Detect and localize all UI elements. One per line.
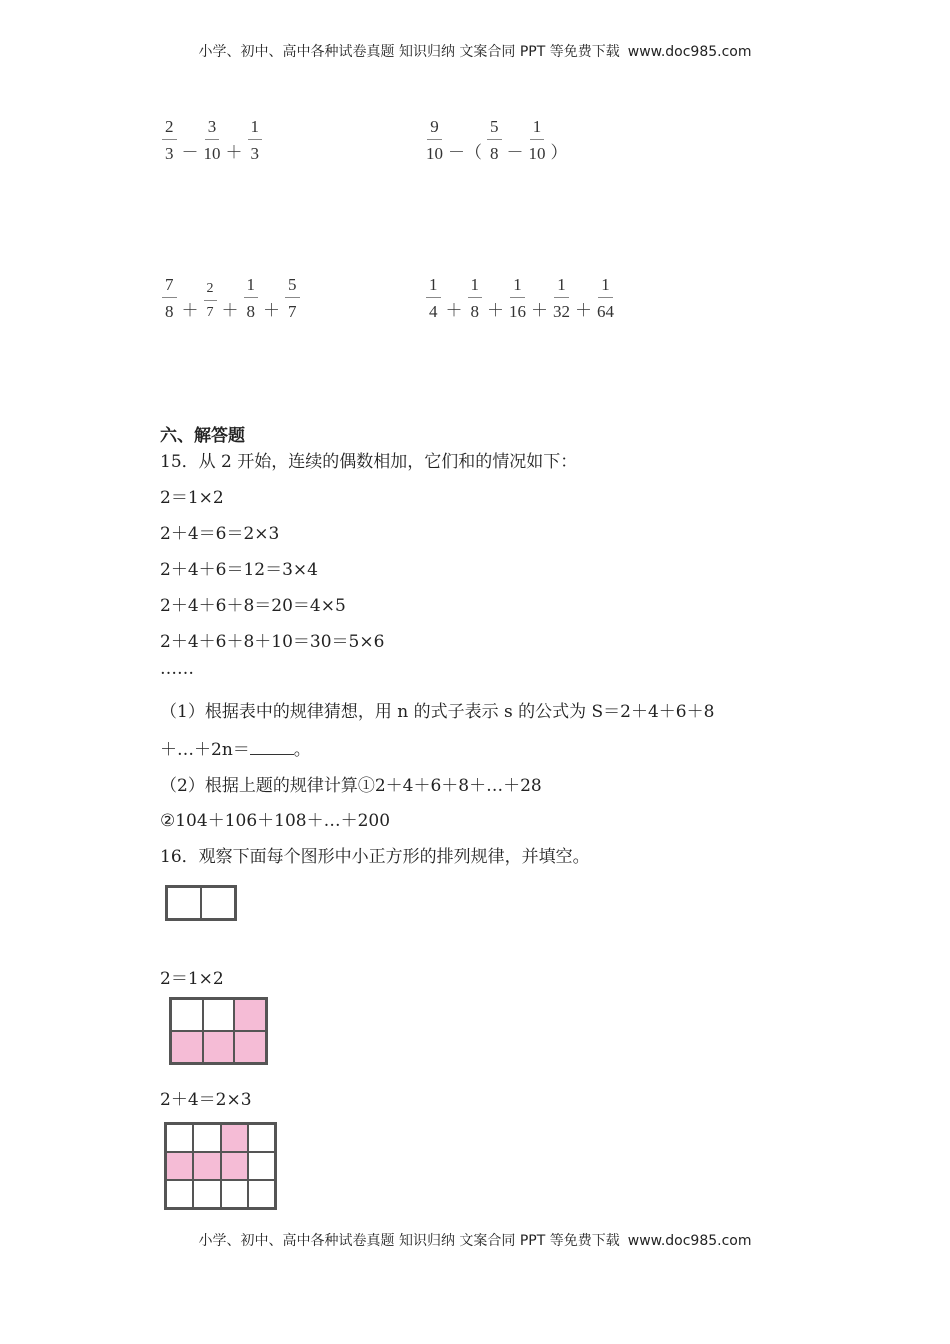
grid-cell-shaded	[234, 999, 266, 1031]
page-footer	[0, 1230, 950, 1250]
figure-3-grid	[164, 1122, 277, 1210]
q15-line: 2＋4＋6＝12＝3×4	[160, 560, 318, 580]
grid-cell	[221, 1180, 248, 1208]
fraction: $\frac{1}{32}$	[553, 275, 570, 321]
grid-cell	[166, 1180, 193, 1208]
expression-4	[424, 276, 616, 320]
figure-1-grid	[165, 885, 237, 921]
operator: ＋	[575, 301, 592, 320]
period: 。	[293, 740, 311, 760]
fraction: $\frac{1}{4}$	[426, 276, 441, 320]
fraction: $\frac{1}{8}$	[468, 276, 483, 320]
operator: ＋	[221, 301, 239, 320]
grid-cell	[193, 1180, 220, 1208]
header-text: 小学、初中、高中各种试卷真题 知识归纳 文案合同 PPT 等免费下载	[198, 44, 620, 60]
page-header	[0, 41, 950, 61]
grid-cell-shaded	[193, 1152, 220, 1180]
fraction: $\frac{5}{7}$	[285, 276, 300, 320]
grid-cell-shaded	[171, 1031, 203, 1063]
grid-cell-shaded	[221, 1124, 248, 1152]
operator: －	[506, 143, 524, 162]
operator: ）	[550, 143, 568, 162]
operator: ＋	[263, 301, 280, 320]
fraction: $\frac{7}{8}$	[162, 276, 177, 320]
q15-line: 2＋4＝6＝2×3	[160, 524, 280, 544]
fraction: $\frac{2}{3}$	[162, 118, 177, 162]
expression-3	[160, 276, 302, 320]
footer-text: 小学、初中、高中各种试卷真题 知识归纳 文案合同 PPT 等免费下载	[198, 1233, 620, 1249]
expression-1	[160, 118, 264, 162]
grid-cell	[167, 887, 201, 919]
grid-cell-shaded	[234, 1031, 266, 1063]
figure-2-grid	[169, 997, 268, 1065]
header-url: www.doc985.com	[627, 44, 752, 60]
fraction: $\frac{5}{8}$	[487, 118, 502, 162]
section-title: 六、解答题	[160, 426, 245, 446]
figure-2-caption: 2＋4＝2×3	[160, 1090, 252, 1110]
q15-part2: （2）根据上题的规律计算①2＋4＋6＋8＋…＋28	[160, 776, 542, 796]
grid-cell	[248, 1124, 275, 1152]
q15-line: 2＋4＋6＋8＝20＝4×5	[160, 596, 346, 616]
operator: －（	[448, 143, 482, 162]
expression-2	[424, 118, 571, 162]
q15-line: 2＝1×2	[160, 488, 224, 508]
figure-1-caption: 2＝1×2	[160, 969, 224, 989]
fraction: $\frac{2}{7}$	[204, 282, 217, 320]
q15-ellipsis: ……	[160, 659, 194, 679]
q15-part1-cont	[160, 735, 311, 760]
grid-cell	[171, 999, 203, 1031]
fraction: $\frac{1}{10}$	[528, 117, 546, 163]
operator: ＋	[225, 143, 243, 162]
q15-part2-cont: ②104＋106＋108＋…＋200	[160, 811, 391, 831]
formula-text: ＋…＋2n＝	[160, 740, 250, 760]
fraction: $\frac{1}{16}$	[509, 275, 526, 321]
operator: －	[181, 143, 199, 162]
grid-cell	[248, 1152, 275, 1180]
q15-part1: （1）根据表中的规律猜想，用 n 的式子表示 s 的公式为 S＝2＋4＋6＋8	[160, 702, 715, 722]
q16-intro: 16．观察下面每个图形中小正方形的排列规律，并填空。	[160, 847, 590, 867]
grid-cell	[248, 1180, 275, 1208]
footer-url: www.doc985.com	[627, 1233, 752, 1249]
fraction: $\frac{9}{10}$	[426, 117, 443, 163]
fraction: $\frac{3}{10}$	[203, 117, 221, 163]
operator: ＋	[487, 301, 504, 320]
operator: ＋	[181, 301, 199, 320]
operator: ＋	[531, 301, 548, 320]
fraction: $\frac{1}{64}$	[597, 275, 614, 321]
grid-cell	[201, 887, 235, 919]
operator: ＋	[445, 301, 463, 320]
fraction: $\frac{1}{8}$	[244, 276, 259, 320]
grid-cell-shaded	[166, 1152, 193, 1180]
grid-cell-shaded	[203, 1031, 235, 1063]
grid-cell	[193, 1124, 220, 1152]
grid-cell	[166, 1124, 193, 1152]
grid-cell-shaded	[221, 1152, 248, 1180]
q15-intro: 15．从 2 开始，连续的偶数相加，它们和的情况如下：	[160, 452, 578, 472]
grid-cell	[203, 999, 235, 1031]
fraction: $\frac{1}{3}$	[248, 118, 263, 162]
q15-line: 2＋4＋6＋8＋10＝30＝5×6	[160, 632, 385, 652]
answer-blank[interactable]	[250, 740, 294, 755]
